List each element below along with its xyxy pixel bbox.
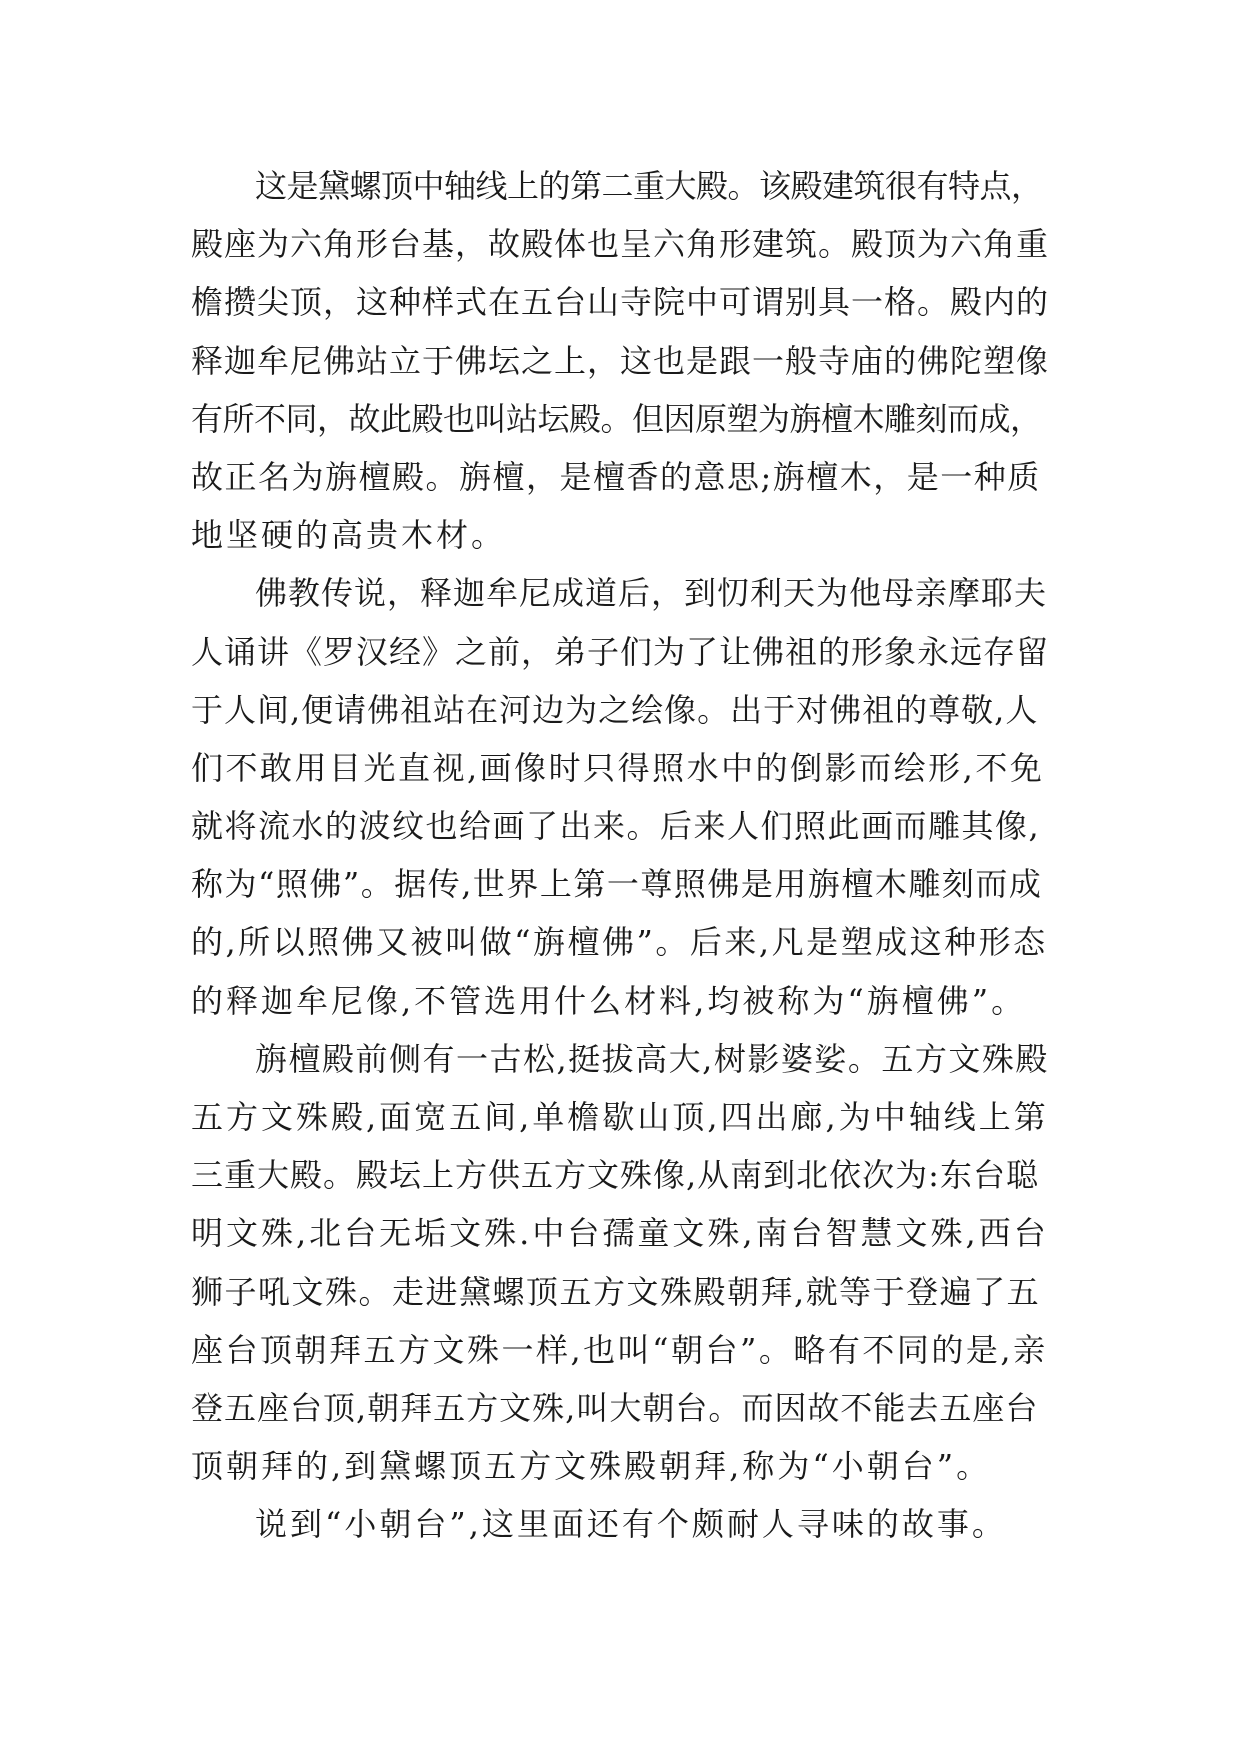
- text-line: 的释迦牟尼像,不管选用什么材料,均被称为“旃檀佛”。: [191, 981, 1027, 1020]
- paragraph-4: [191, 1495, 1051, 1553]
- text-line: 明文殊,北台无垢文殊.中台孺童文殊,南台智慧文殊,西台: [191, 1214, 1049, 1253]
- text-line: 人诵讲《罗汉经》之前，弟子们为了让佛祖的形象永远存留: [191, 632, 1050, 671]
- text-line: 称为“照佛”。据传,世界上第一尊照佛是用旃檀木雕刻而成: [191, 865, 1043, 904]
- text-line: 檐攒尖顶，这种样式在五台山寺院中可谓别具一格。殿内的: [191, 283, 1050, 322]
- text-line: 这是黛螺顶中轴线上的第二重大殿。该殿建筑很有特点，: [255, 167, 1043, 205]
- text-line: 于人间,便请佛祖站在河边为之绘像。出于对佛祖的尊敬,人: [191, 690, 1039, 729]
- text-line: 有所不同，故此殿也叫站坛殿。但因原塑为旃檀木雕刻而成，: [191, 399, 1042, 438]
- text-line: 的,所以照佛又被叫做“旃檀佛”。后来,凡是塑成这种形态: [191, 923, 1048, 962]
- text-line: 佛教传说，释迦牟尼成道后，到忉利天为他母亲摩耶夫: [255, 574, 1048, 613]
- text-line: 座台顶朝拜五方文殊一样,也叫“朝台”。略有不同的是,亲: [191, 1330, 1048, 1369]
- paragraph-3: [191, 1030, 1051, 1496]
- body-text: [191, 157, 1051, 1554]
- text-line: 们不敢用目光直视,画像时只得照水中的倒影而绘形,不免: [191, 748, 1045, 787]
- text-line: 三重大殿。殿坛上方供五方文殊像,从南到北依次为:东台聪: [191, 1156, 1039, 1195]
- text-line: 殿座为六角形台基，故殿体也呈六角形建筑。殿顶为六角重: [191, 225, 1050, 264]
- text-line: 五方文殊殿,面宽五间,单檐歇山顶,四出廊,为中轴线上第: [191, 1098, 1049, 1136]
- paragraph-2: [191, 564, 1051, 1030]
- text-line: 狮子吼文殊。走进黛螺顶五方文殊殿朝拜,就等于登遍了五: [191, 1272, 1041, 1311]
- text-line: 故正名为旃檀殿。旃檀，是檀香的意思;旃檀木，是一种质: [191, 457, 1041, 496]
- paragraph-1: [191, 157, 1051, 564]
- text-line: 顶朝拜的,到黛螺顶五方文殊殿朝拜,称为“小朝台”。: [191, 1447, 992, 1486]
- text-line: 说到“小朝台”,这里面还有个颇耐人寻味的故事。: [255, 1505, 1007, 1544]
- text-line: 旃檀殿前侧有一古松,挺拔高大,树影婆娑。五方文殊殿: [255, 1039, 1049, 1078]
- text-line: 释迦牟尼佛站立于佛坛之上，这也是跟一般寺庙的佛陀塑像: [191, 341, 1050, 380]
- text-line: 登五座台顶,朝拜五方文殊,叫大朝台。而因故不能去五座台: [191, 1388, 1039, 1427]
- text-line: 地坚硬的高贵木材。: [191, 516, 507, 555]
- text-line: 就将流水的波纹也给画了出来。后来人们照此画而雕其像,: [191, 807, 1041, 846]
